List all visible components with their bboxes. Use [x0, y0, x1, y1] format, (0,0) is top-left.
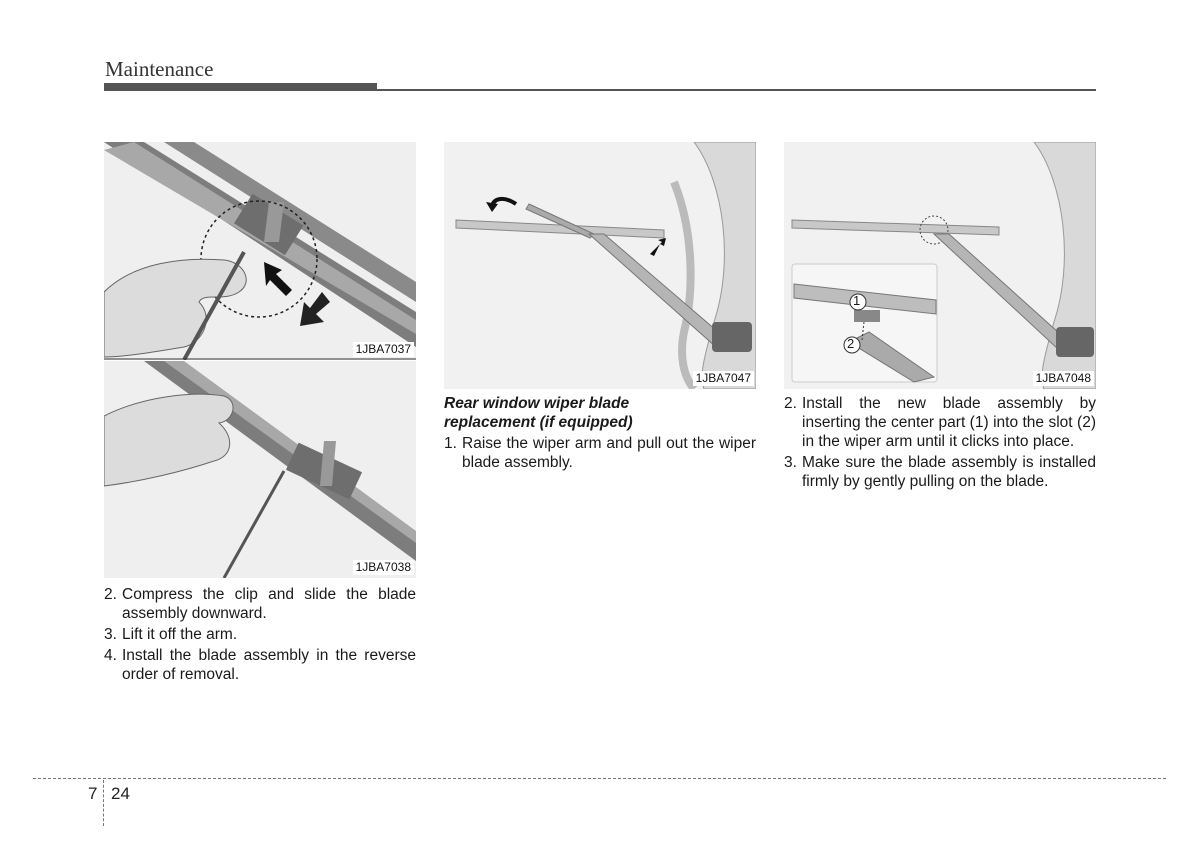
rear-wiper-install-illustration: [784, 142, 1096, 389]
figure-code: 1JBA7048: [1033, 371, 1094, 386]
section-heading-line: Rear window wiper blade: [444, 395, 630, 412]
step-number: 2.: [104, 586, 117, 603]
step-text: Make sure the blade assembly is installed firmly by gently pulling on the blade.: [802, 454, 1096, 490]
step-text: Lift it off the arm.: [122, 626, 238, 643]
step-text: Install the new blade assembly by inserting the center part (1) into the slot (2) in the wiper arm until it clicks into place.: [802, 395, 1096, 450]
step-number: 2.: [784, 395, 797, 412]
right-column-text: [784, 394, 1096, 493]
step-number: 3.: [784, 454, 797, 471]
step-item: [784, 394, 1096, 451]
step-number: 4.: [104, 647, 117, 664]
step-item: [444, 434, 756, 472]
header-rule: [104, 89, 1096, 91]
rear-wiper-illustration: [444, 142, 756, 389]
figure-code: 1JBA7047: [693, 371, 754, 386]
step-text: Compress the clip and slide the blade assembly downward.: [122, 586, 416, 622]
wiper-clip-illustration: [104, 142, 416, 360]
step-item: [104, 625, 416, 644]
figure-rear-wiper-raise: [444, 142, 756, 389]
step-item: [784, 453, 1096, 491]
step-text: Raise the wiper arm and pull out the wiper blade assembly.: [462, 435, 756, 471]
left-column-text: [104, 585, 416, 686]
figure-code: 1JBA7038: [353, 560, 414, 575]
chapter-number: 7: [88, 784, 98, 803]
footer-rule: [33, 778, 1166, 779]
step-item: [104, 646, 416, 684]
step-text: Install the blade assembly in the reverse order of removal.: [122, 647, 416, 683]
step-item: [104, 585, 416, 623]
footer-divider: [103, 780, 104, 826]
callout-2-label: 2: [847, 336, 855, 351]
figure-slide-blade: [104, 361, 416, 578]
figure-code: 1JBA7037: [353, 342, 414, 357]
middle-column-text: [444, 394, 756, 474]
figure-compress-clip: [104, 142, 416, 360]
step-number: 1.: [444, 435, 457, 452]
wiper-slide-illustration: [104, 361, 416, 578]
figure-rear-wiper-install: [784, 142, 1096, 389]
section-heading-line: replacement (if equipped): [444, 414, 633, 431]
page-number: 24: [111, 784, 130, 803]
section-title: Maintenance: [105, 57, 214, 81]
step-number: 3.: [104, 626, 117, 643]
section-heading: [444, 394, 756, 432]
callout-1-label: 1: [853, 293, 861, 308]
